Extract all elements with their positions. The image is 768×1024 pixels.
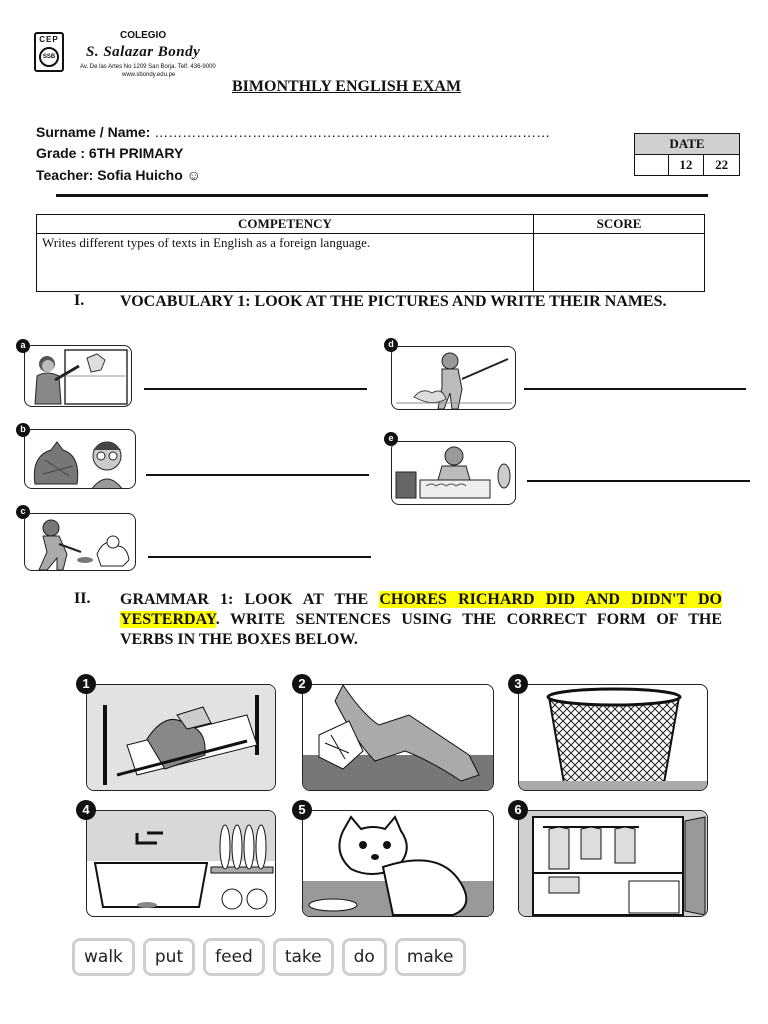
school-seal [34,32,64,72]
section1-instruction: VOCABULARY 1: LOOK AT THE PICTURES AND WRITE THEIR NAMES. [120,293,667,310]
grammar-picture-3 [518,684,708,791]
woman-cleaning-window-illustration [25,346,132,407]
answer-line-d[interactable] [524,388,746,390]
section2-instruction-post: . WRITE SENTENCES USING THE CORRECT FORM OF THE VERBS IN THE BOXES BELOW. [120,611,722,648]
teacher-label: Teacher: [36,167,98,183]
answer-line-b[interactable] [146,474,369,476]
boy-washing-dishes-illustration [392,442,516,505]
seal-letters: SSB [39,47,59,67]
vocab-picture-d [391,346,516,410]
vocab-badge-a: a [16,339,30,353]
answer-line-a[interactable] [144,388,367,390]
grade-label: Grade : [36,145,89,161]
grade-value: 6TH PRIMARY [88,145,184,161]
answer-line-c[interactable] [148,556,371,558]
sink-with-dishes-illustration [87,811,276,917]
teacher-line [36,167,201,183]
vocab-picture-b [24,429,136,489]
garbage-bag-boy-illustration [25,430,136,489]
unmade-bed-illustration [87,685,276,791]
school-name: S. Salazar Bondy [86,44,201,60]
section2-instruction-highlight: CHORES RICHARD DID AND DIDN'T DO YESTERDAY [120,591,722,628]
school-colegio-label: COLEGIO [120,30,167,41]
grammar-picture-4 [86,810,276,917]
answer-line-e[interactable] [527,480,750,482]
date-year: 22 [704,155,740,176]
date-header: DATE [635,134,740,155]
date-day[interactable] [635,155,669,176]
section2-instruction [120,590,722,650]
tidy-closet-illustration [519,811,708,917]
competency-header: COMPETENCY [37,215,534,234]
vocab-badge-d: d [384,338,398,352]
boy-feeding-dog-illustration [25,514,136,571]
school-website: www.sbondy.edu.pe [122,72,176,78]
grammar-badge-3: 3 [508,674,528,694]
surname-label: Surname / Name: [36,124,155,140]
waste-basket-illustration [519,685,708,791]
vocab-picture-a [24,345,132,407]
score-header: SCORE [534,215,705,234]
teacher-value: Sofia Huicho ☺ [97,167,201,183]
grammar-badge-1: 1 [76,674,96,694]
competency-table [36,214,705,292]
grammar-picture-1 [86,684,276,791]
walking-past-litter-illustration [303,685,494,791]
grammar-picture-2 [302,684,494,791]
verb-box-put: put [143,938,195,976]
section2-number: II. [74,590,91,607]
seal-text: CEP [39,35,59,44]
exam-title: BIMONTHLY ENGLISH EXAM [232,78,462,95]
grammar-badge-6: 6 [508,800,528,820]
school-logo [30,26,230,82]
header-divider [56,194,708,197]
grade-line [36,145,183,161]
verb-box-feed: feed [203,938,265,976]
vocab-picture-e [391,441,516,505]
grammar-picture-6 [518,810,708,917]
vocab-badge-b: b [16,423,30,437]
hungry-cat-illustration [303,811,494,917]
surname-line [36,124,550,140]
grammar-badge-4: 4 [76,800,96,820]
grammar-picture-5 [302,810,494,917]
vocab-picture-c [24,513,136,571]
verb-box-list [72,938,466,976]
competency-cell: Writes different types of texts in English as a foreign language. [37,234,534,292]
verb-box-do: do [342,938,387,976]
section1-number: I. [74,292,85,309]
date-box [634,133,740,176]
date-month: 12 [668,155,704,176]
verb-box-make: make [395,938,466,976]
grammar-badge-2: 2 [292,674,312,694]
school-address: Av. De las Artes No 1209 San Borja. Telf. 436-9000 [80,64,216,70]
verb-box-walk: walk [72,938,135,976]
score-cell[interactable] [534,234,705,292]
vocab-badge-c: c [16,505,30,519]
verb-box-take: take [273,938,334,976]
section2-instruction-pre: GRAMMAR 1: LOOK AT THE [120,591,380,608]
boy-mopping-floor-illustration [392,347,516,410]
grammar-badge-5: 5 [292,800,312,820]
surname-dots: ………………………………………………………………….……… [154,124,551,140]
vocab-badge-e: e [384,432,398,446]
